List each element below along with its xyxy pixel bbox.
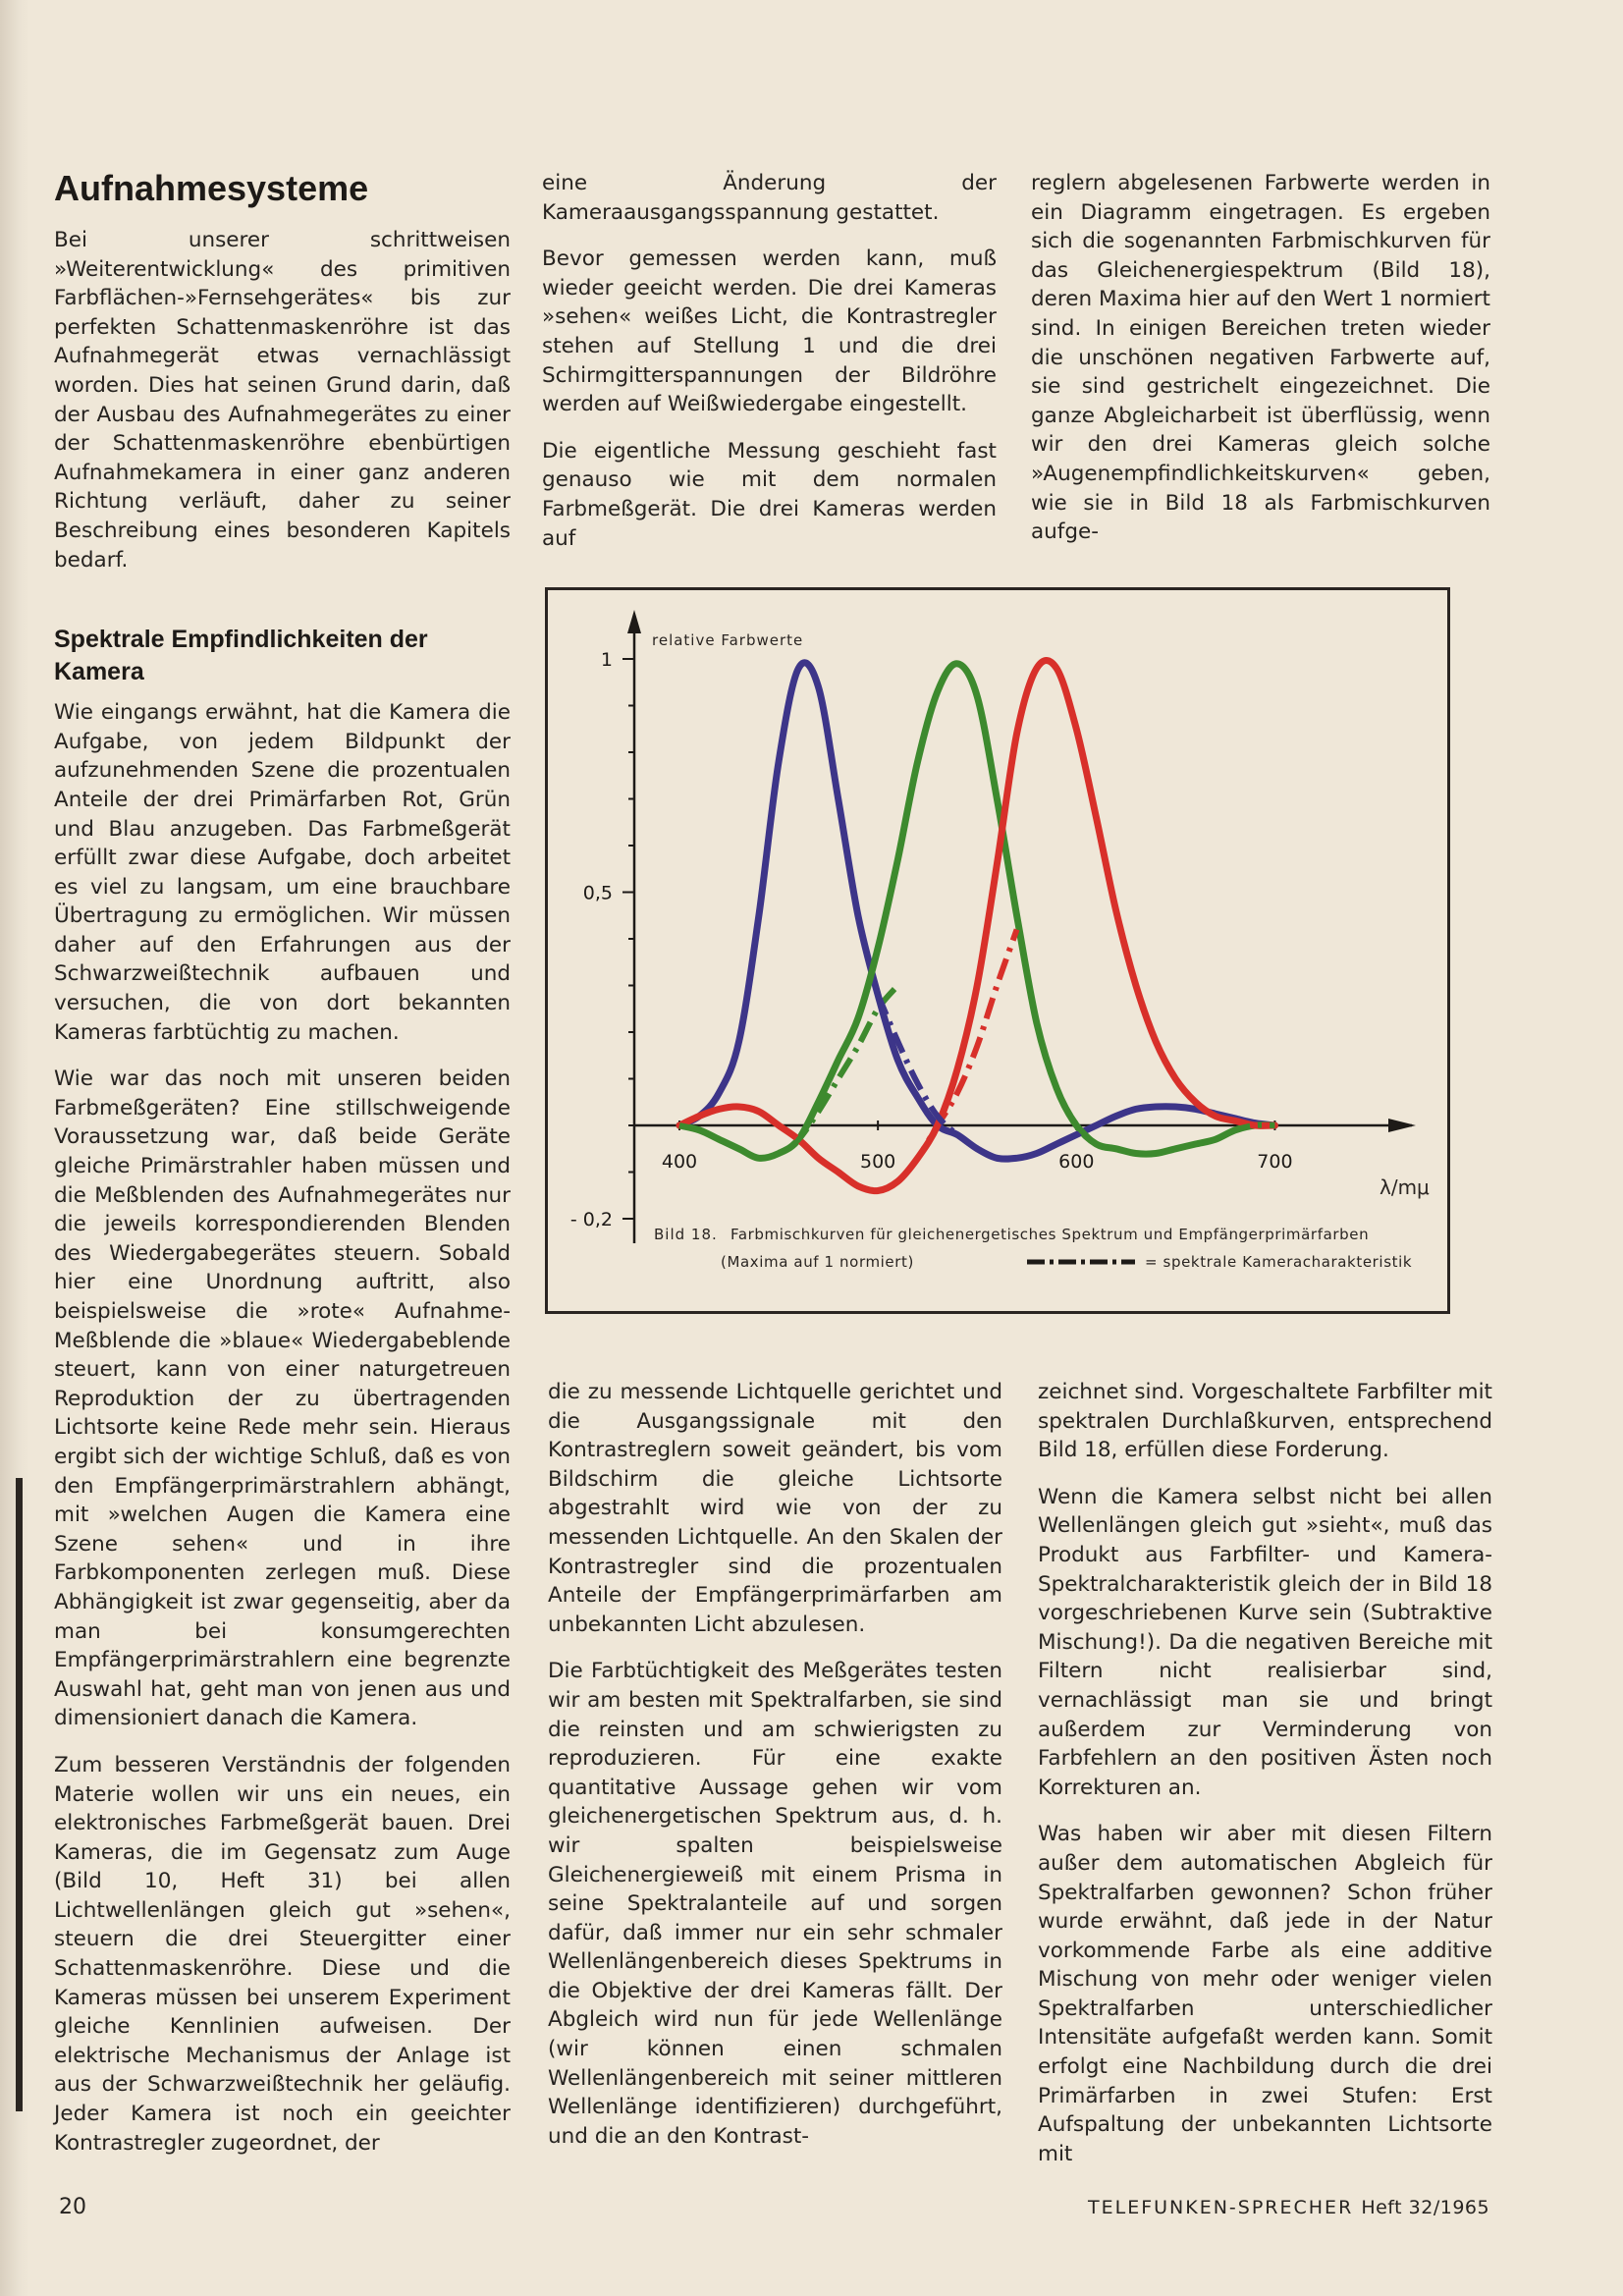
figure-bild-18: [545, 587, 1450, 1314]
section-heading: Spektrale Empfindlichkeiten der Kamera: [54, 626, 428, 686]
caption-label: Bild 18.: [654, 1226, 718, 1243]
paragraph: Wie war das noch mit unseren beiden Farbmeßgeräten? Eine stillschweigende Voraussetzung war, daß beide Geräte gleiche Primärstrahler haben müssen und die Meßblenden des Aufnahmegerätes nur die jeweils korrespondierenden Blenden des Wiedergabegerätes steuern. Sobald hier eine Unordnung auftritt, also beispielsweise die »rote« Aufnahme-Meßblende die »blaue« Wiedergabeblende steuert, kann von einer naturgetreuen Reproduktion der zu übertragenden Lichtsorte keine Rede mehr sein. Hieraus ergibt sich der wichtige Schluß, daß es von den Empfängerprimärstrahlern abhängt, mit »welchen Augen die Kamera eine Szene sehen« und in ihre Farbkomponenten zerlegen muß. Diese Abhängigkeit ist zwar gegenseitig, aber da man bei konsumgerechten Empfängerprimärstrahlern eine begrenzte Auswahl hat, geht man von jenen aus und dimensioniert danach die Kamera.: [54, 1066, 511, 1731]
y-tick-label: 1: [600, 649, 613, 671]
paragraph: Bevor gemessen werden kann, muß wieder geeicht werden. Die drei Kameras »sehen« weißes Licht, die Kontrastregler stehen auf Stellung 1 und die drei Schirmgitterspannungen der Bildröhre werden auf Weißwiedergabe eingestellt.: [542, 246, 997, 417]
series-line-rot: [679, 660, 1274, 1190]
paragraph: zeichnet sind. Vorgeschaltete Farbfilter mit spektralen Durchlaßkurven, entsprechend Bild 18, erfüllen diese Forderung.: [1038, 1380, 1492, 1463]
intro-paragraph: Bei unserer schrittweisen »Weiterentwicklung« des primitiven Farbflächen-»Fernsehgerätes« bis zur perfekten Schattenmaskenröhre ist das Aufnahmegerät etwas vernachlässigt worden. Dies hat seinen Grund darin, daß der Ausbau des Aufnahmegerätes zu einer der Schattenmaskenröhre ebenbürtigen Aufnahmekamera in einer ganz anderen Richtung verläuft, daher zu seiner Beschreibung eines besonderen Kapitels bedarf.: [54, 228, 511, 573]
paragraph: die zu messende Lichtquelle gerichtet und die Ausgangssignale mit den Kontrastreglern soweit geändert, bis vom Bildschirm die gleiche Lichtsorte abgestrahlt wird wie von der zu messenden Lichtquelle. An den Skalen der Kontrastregler sind die prozentualen Anteile der Empfängerprimärfarben am unbekannten Licht abzulesen.: [548, 1380, 1002, 1637]
column-3-top: [1031, 169, 1490, 565]
paragraph: Die eigentliche Messung geschieht fast genauso wie mit dem normalen Farbmeßgerät. Die drei Kameras werden auf: [542, 438, 997, 551]
chart-labels: [652, 631, 1430, 1271]
publication-name: TELEFUNKEN-SPRECHER: [1088, 2197, 1354, 2218]
paragraph: Wie eingangs erwähnt, hat die Kamera die Aufgabe, von jedem Bildpunkt der aufzunehmenden Szene die prozentualen Anteile der drei Primärfarben Rot, Grün und Blau anzugeben. Das Farbmeßgerät erfüllt zwar diese Aufgabe, doch arbeitet es viel zu langsam, um eine brauchbare Übertragung zu ermöglichen. Wir müssen daher auf den Erfahrungen aus der Schwarzweißtechnik aufbauen und versuchen, die von dort bekannten Kameras farbtüchtig zu machen.: [54, 700, 511, 1045]
chart-farbmischkurven: [548, 590, 1447, 1311]
page-edge-shadow: [0, 0, 29, 2296]
paragraph: Zum besseren Verständnis der folgenden Materie wollen wir uns ein neues, ein elektronisches Farbmeßgerät bauen. Drei Kameras, die im Gegensatz zum Auge (Bild 10, Heft 31) bei allen Lichtwellenlängen gleich gut »sehen«, steuern die drei Steuergitter einer Schattenmaskenröhre. Diese und die Kameras müssen bei unserem Experiment gleiche Kennlinien aufweisen. Der elektrische Mechanismus der Anlage ist aus der Schwarzweißtechnik her geläufig. Jeder Kamera ist noch ein geeichter Kontrastregler zugeordnet, der: [54, 1752, 511, 2156]
y-axis-arrow: [627, 610, 641, 633]
column-3-bottom: [1038, 1378, 1492, 2186]
page-number: 20: [59, 2195, 86, 2219]
margin-bar: [16, 1478, 23, 2111]
x-tick-label: 400: [661, 1151, 698, 1173]
chart-axes: [570, 610, 1416, 1243]
x-axis-arrow: [1388, 1119, 1416, 1132]
publication-footer: [1088, 2197, 1489, 2218]
column-2-bottom: [548, 1378, 1002, 2168]
x-tick-label: 700: [1257, 1151, 1293, 1173]
paragraph: Wenn die Kamera selbst nicht bei allen Wellenlängen gleich gut »sieht«, muß das Produkt aus Farbfilter- und Kamera-Spektralcharakteristik gleich der in Bild 18 vorgeschriebenen Kurve sein (Subtraktive Mischung!). Da die negativen Bereiche mit Filtern nicht realisierbar sind, vernachlässigt man sie und bringt außerdem zur Verminderung von Farbfehlern an den positiven Ästen noch Korrekturen an.: [1038, 1484, 1492, 1800]
column-1: [54, 167, 511, 2158]
paragraph: reglern abgelesenen Farbwerte werden in ein Diagramm eingetragen. Es ergeben sich die sogenannten Farbmischkurven für das Gleichenergiespektrum (Bild 18), deren Maxima hier auf den Wert 1 normiert sind. In einigen Bereichen treten wieder die unschönen negativen Farbwerte auf, sie sind gestrichelt eingezeichnet. Die ganze Abgleicharbeit ist überflüssig, wenn wir den drei Kameras gleich solche »Augenempfindlichkeitskurven« geben, wie sie in Bild 18 als Farbmischkurven aufge-: [1031, 171, 1490, 545]
caption-text: Farbmischkurven für gleichenergetisches Spektrum und Empfängerprimärfarben: [730, 1226, 1370, 1243]
y-tick-label: 0,5: [582, 882, 613, 904]
paragraph: eine Änderung der Kameraausgangsspannung gestattet.: [542, 171, 997, 225]
series-line-grün: [679, 664, 1274, 1159]
issue-number: Heft 32/1965: [1361, 2197, 1490, 2218]
y-tick-label: - 0,2: [569, 1209, 613, 1230]
paragraph: Die Farbtüchtigkeit des Meßgerätes testen wir am besten mit Spektralfarben, sie sind die reinsten und am schwierigsten zu reproduzieren. Für eine exakte quantitative Aussage gehen wir vom gleichenergetischen Spektrum aus, d. h. wir spalten beispielsweise Gleichenergieweiß mit einem Prisma in seine Spektralanteile auf und sorgen dafür, daß immer nur ein sehr schmaler Wellenlängenbereich dieses Spektrums in die Objektive der drei Kameras fällt. Der Abgleich wird nun für jede Wellenlänge (wir können einen schmalen Wellenlängenbereich mit seiner mittleren Wellenlänge identifizieren) durchgeführt, und die an den Kontrast-: [548, 1659, 1002, 2149]
chart-series-layer: [679, 660, 1274, 1190]
x-tick-label: 600: [1058, 1151, 1095, 1173]
y-axis-label: relative Farbwerte: [652, 631, 804, 649]
series-dashdot-line: [878, 995, 1096, 1159]
legend-text: = spektrale Kameracharakteristik: [1145, 1253, 1413, 1271]
paragraph: Was haben wir aber mit diesen Filtern außer dem automatischen Abgleich für Spektralfarben gewonnen? Schon früher wurde erwähnt, daß jede in der Natur vorkommende Farbe als eine additive Mischung von mehr oder weniger vielen Spektralfarben unterschiedlicher Intensitäte aufgefaßt werden kann. Somit erfolgt eine Nachbildung durch die drei Primärfarben in zwei Stufen: Erst Aufspaltung der unbekannten Lichtsorte mit: [1038, 1822, 1492, 2166]
x-tick-label: 500: [860, 1151, 896, 1173]
x-axis-label: λ/mμ: [1380, 1175, 1430, 1199]
series-line-blau: [679, 663, 1274, 1159]
caption-note: (Maxima auf 1 normiert): [721, 1253, 914, 1271]
column-2-top: [542, 169, 997, 571]
article-title: Aufnahmesysteme: [54, 168, 369, 208]
